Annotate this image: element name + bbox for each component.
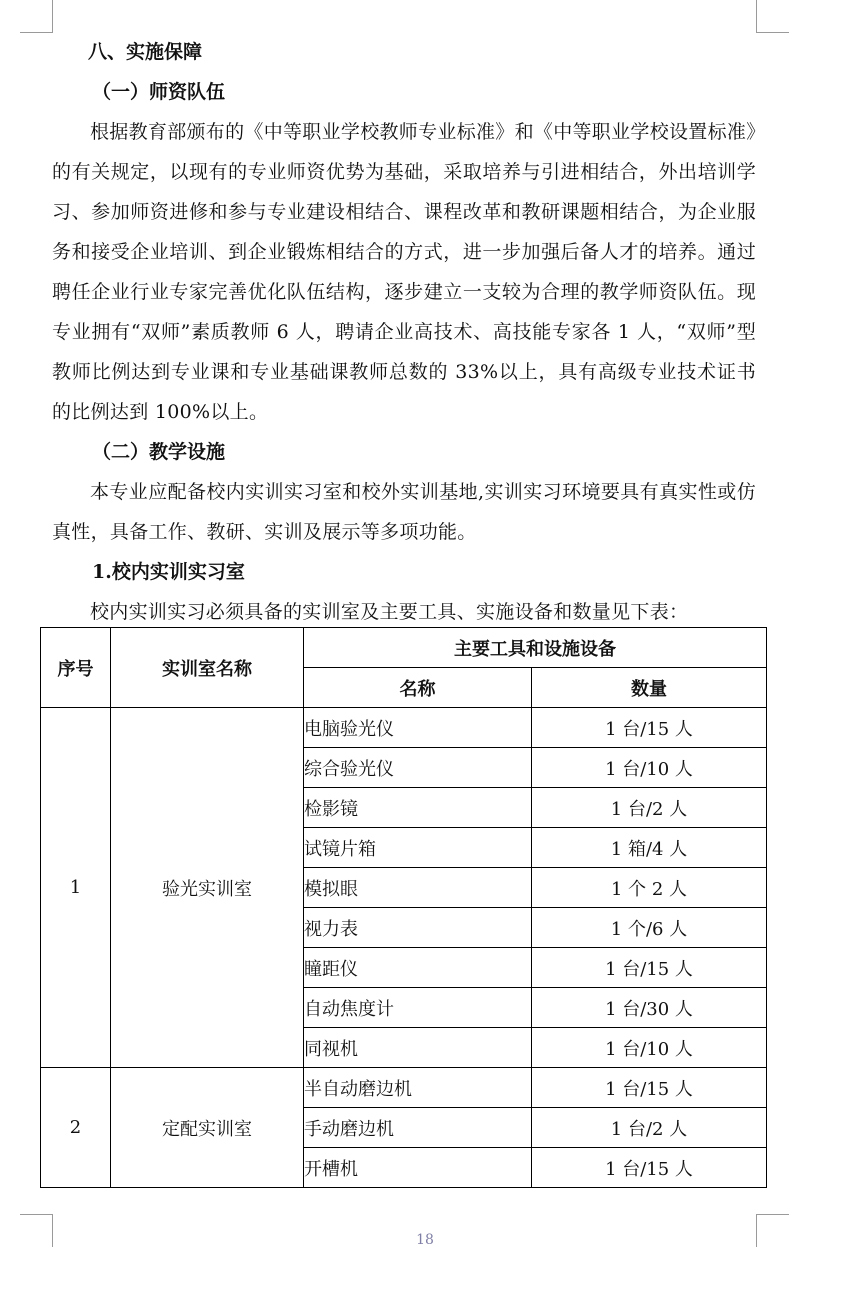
item-quantity-cell: 1 台/30 人 (532, 988, 767, 1028)
crop-mark-top-left (20, 0, 53, 33)
room-name-cell: 定配实训室 (111, 1068, 304, 1188)
room-index-cell: 1 (41, 708, 111, 1068)
item-quantity-cell: 1 台/15 人 (532, 708, 767, 748)
item-name-cell: 电脑验光仪 (304, 708, 532, 748)
equipment-table (40, 627, 767, 1188)
item-name-cell: 同视机 (304, 1028, 532, 1068)
table-body (41, 708, 767, 1188)
header-equipment-group: 主要工具和设施设备 (304, 628, 767, 668)
subsection-title-faculty: （一）师资队伍 (92, 81, 226, 103)
item-quantity-cell: 1 台/2 人 (532, 1108, 767, 1148)
room-name-cell: 验光实训室 (111, 708, 304, 1068)
header-item-name: 名称 (304, 668, 532, 708)
paragraph-faculty: 根据教育部颁布的《中等职业学校教师专业标准》和《中等职业学校设置标准》的有关规定，以现有的专业师资优势为基础，采取培养与引进相结合，外出培训学习、参加师资进修和参与专业建设相结合、课程改革和教研课题相结合，为企业服务和接受企业培训、到企业锻炼相结合的方式，进一步加强后备人才的培养。通过聘任企业行业专家完善优化队伍结构，逐步建立一支较为合理的教学师资队伍。现专业拥有“双师”素质教师 6 人，聘请企业高技术、高技能专家各 1 人，“双师”型教师比例达到专业课和专业基础课教师总数的 33%以上，具有高级专业技术证书的比例达到 100%以上。 (52, 121, 757, 423)
header-quantity: 数量 (532, 668, 767, 708)
paragraph-training-rooms: 校内实训实习必须具备的实训室及主要工具、实施设备和数量见下表： (90, 601, 689, 623)
room-index-cell: 2 (41, 1068, 111, 1188)
item-name-cell: 瞳距仪 (304, 948, 532, 988)
item-name-cell: 自动焦度计 (304, 988, 532, 1028)
item-quantity-cell: 1 台/10 人 (532, 1028, 767, 1068)
item-name-cell: 试镜片箱 (304, 828, 532, 868)
item-name-cell: 模拟眼 (304, 868, 532, 908)
item-name-cell: 综合验光仪 (304, 748, 532, 788)
item-name-cell: 手动磨边机 (304, 1108, 532, 1148)
item-quantity-cell: 1 个 2 人 (532, 868, 767, 908)
item-name-cell: 开槽机 (304, 1148, 532, 1188)
item-quantity-cell: 1 台/15 人 (532, 1068, 767, 1108)
document-body (52, 32, 756, 632)
header-room-name: 实训室名称 (111, 628, 304, 708)
item-quantity-cell: 1 台/10 人 (532, 748, 767, 788)
section-title: 八、实施保障 (88, 41, 203, 63)
item-quantity-cell: 1 箱/4 人 (532, 828, 767, 868)
item-name-cell: 半自动磨边机 (304, 1068, 532, 1108)
crop-mark-top-right (756, 0, 789, 33)
table-row (41, 1068, 767, 1108)
item-quantity-cell: 1 台/15 人 (532, 1148, 767, 1188)
item-name-cell: 视力表 (304, 908, 532, 948)
table-row (41, 708, 767, 748)
paragraph-facilities: 本专业应配备校内实训实习室和校外实训基地,实训实习环境要具有真实性或仿真性，具备工作、教研、实训及展示等多项功能。 (52, 481, 756, 543)
subsection-title-facilities: （二）教学设施 (92, 441, 226, 463)
item-quantity-cell: 1 台/15 人 (532, 948, 767, 988)
item-quantity-cell: 1 台/2 人 (532, 788, 767, 828)
subsection-title-training-rooms: 1.校内实训实习室 (92, 561, 245, 583)
item-quantity-cell: 1 个/6 人 (532, 908, 767, 948)
header-index: 序号 (41, 628, 111, 708)
table-header-row (41, 628, 767, 668)
page-number: 18 (416, 1232, 434, 1248)
item-name-cell: 检影镜 (304, 788, 532, 828)
